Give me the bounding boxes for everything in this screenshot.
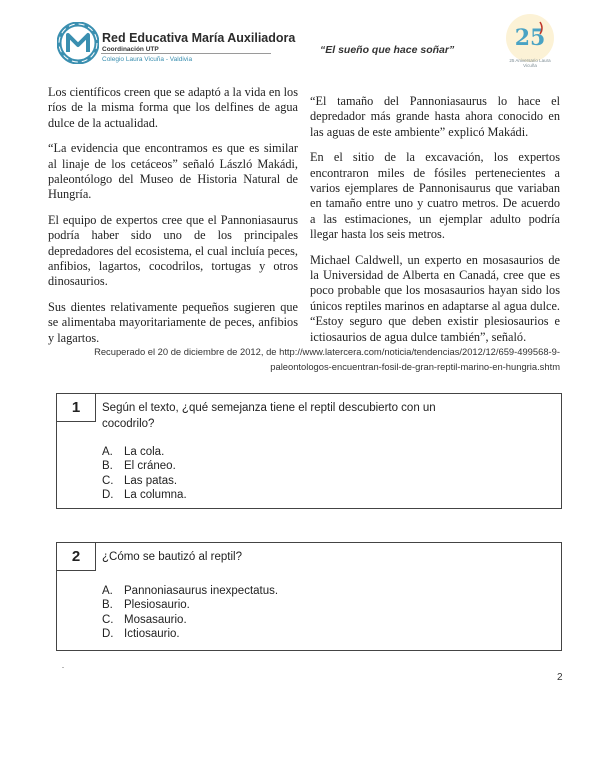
- option-text: El cráneo.: [124, 460, 176, 473]
- source-citation: [48, 344, 560, 374]
- paragraph: Michael Caldwell, un experto en mosasaurios de la Universidad de Alberta en Canadá, cree que es poco probable que los mosasaurios hayan sido los únicos reptiles marinos en adaptarse al agua dulce. “Estoy seguro que deben existir plesiosaurios e ictiosaurios de agua dulce también”, señaló.: [310, 252, 560, 344]
- option-text: Las patas.: [124, 474, 178, 487]
- org-name: Red Educativa María Auxiliadora: [102, 31, 296, 45]
- question-stem-line: ¿Cómo se bautizó al reptil?: [102, 551, 242, 563]
- option-text: Mosasaurio.: [124, 613, 187, 626]
- paragraph: Sus dientes relativamente pequeños sugieren que se alimentaba mayoritariamente de peces, anfibios y lagartos.: [48, 299, 298, 345]
- answer-option[interactable]: [102, 598, 278, 612]
- page-number: 2: [557, 672, 563, 683]
- answer-option[interactable]: [102, 445, 187, 459]
- option-text: La columna.: [124, 489, 187, 502]
- question-2-box: [56, 542, 562, 651]
- stray-mark: .: [62, 661, 64, 670]
- paragraph: “La evidencia que encontramos es que es similar al linaje de los cetáceos” señaló László Makádi, paleontólogo del Museo de Historia Natural de Hungría.: [48, 141, 298, 202]
- answer-option[interactable]: [102, 488, 187, 502]
- question-stem-line: cocodrilo?: [102, 418, 155, 430]
- option-letter: A.: [102, 585, 113, 597]
- question-stem: [102, 400, 462, 432]
- motto: “El sueño que hace soñar”: [320, 44, 455, 56]
- paragraph: El equipo de expertos cree que el Pannoniasaurus podría haber sido uno de los principales depredadores del ecosistema, el cual incluía peces, anfibios, lagartos, cocodrilos, tortugas y otros dinosaurios.: [48, 212, 298, 289]
- school-name: Colegio Laura Vicuña - Valdivia: [102, 56, 193, 63]
- option-letter: B.: [102, 599, 113, 612]
- answer-option[interactable]: [102, 474, 187, 488]
- paragraph: En el sitio de la excavación, los expertos encontraron miles de fósiles pertenecientes a varios ejemplares de Pannonisaurus que variaban en tamaño entre uno y cuatro metros. De acuerdo a las estimaciones, un ejemplar adulto podría llegar hasta los seis metros.: [310, 150, 560, 242]
- option-letter: D.: [102, 489, 114, 502]
- anniversary-number: 25: [514, 25, 546, 51]
- question-stem-line: Según el texto, ¿qué semejanza tiene el reptil descubierto con un: [102, 402, 436, 414]
- option-text: Pannoniasaurus inexpectatus.: [124, 585, 279, 597]
- option-text: Ictiosaurio.: [124, 628, 180, 641]
- network-logo-icon: [57, 22, 99, 64]
- answer-option[interactable]: [102, 613, 278, 627]
- org-subtitle: Coordinación UTP: [102, 46, 159, 53]
- option-letter: A.: [102, 446, 113, 458]
- answer-options: [102, 584, 278, 642]
- answer-option[interactable]: [102, 627, 278, 641]
- question-1-box: [56, 393, 562, 509]
- paragraph: “El tamaño del Pannoniasaurus lo hace el depredador más grande hasta ahora conocido en las aguas de este ambiente” explicó Makádi.: [310, 94, 560, 139]
- option-text: La cola.: [124, 446, 165, 458]
- answer-options: [102, 445, 187, 503]
- paragraph: Los científicos creen que se adaptó a la vida en los ríos de la misma forma que los delfines de agua dulce de la actualidad.: [48, 85, 298, 130]
- citation-line: paleontologos-encuentran-fosil-de-gran-reptil-marino-en-hungria.shtm: [270, 361, 560, 372]
- question-stem: [102, 549, 462, 565]
- answer-option[interactable]: [102, 584, 278, 598]
- anniversary-caption: 25 Aniversario Laura Vicuña: [509, 58, 551, 68]
- question-number: 2: [57, 543, 96, 571]
- option-letter: C.: [102, 474, 114, 487]
- question-number: 1: [57, 394, 96, 422]
- article-left-column: [48, 85, 298, 356]
- option-letter: D.: [102, 628, 114, 641]
- option-letter: B.: [102, 460, 113, 473]
- article-right-column: [310, 94, 560, 355]
- citation-line: Recuperado el 20 de diciembre de 2012, de http://www.latercera.com/noticia/tendencias/2012/12/659-499568-9-: [94, 346, 560, 357]
- option-text: Plesiosaurio.: [124, 599, 190, 612]
- header-divider: [101, 53, 271, 54]
- answer-option[interactable]: [102, 459, 187, 473]
- option-letter: C.: [102, 613, 114, 626]
